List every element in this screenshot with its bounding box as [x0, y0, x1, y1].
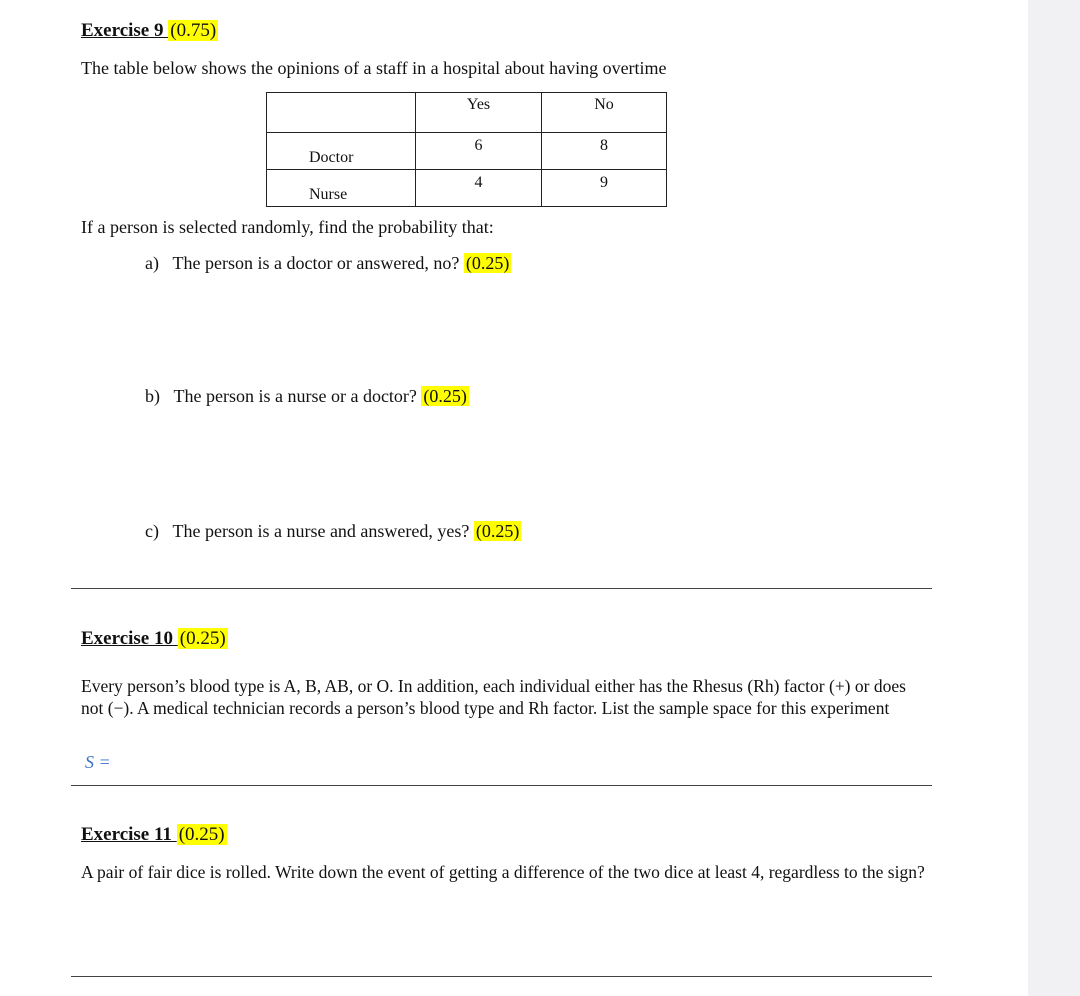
exercise-10-heading: [81, 628, 228, 650]
exercise-9-question: If a person is selected randomly, find the probability that:: [81, 217, 494, 237]
doctor-yes-value: 6: [474, 137, 483, 154]
exercise-10-points: (0.25): [179, 628, 226, 649]
divider-1: [71, 588, 932, 589]
table-row: [267, 170, 667, 207]
table-header-no: No: [542, 93, 667, 133]
exercise-9-intro: The table below shows the opinions of a staff in a hospital about having overtime: [81, 58, 667, 78]
page-margin-panel: [1028, 0, 1080, 996]
part-c-points: (0.25): [475, 521, 520, 541]
exercise-11-heading: [81, 824, 227, 846]
part-a-letter: a): [145, 253, 159, 273]
doctor-no-value: 8: [600, 137, 608, 154]
part-a-points: (0.25): [465, 253, 510, 273]
part-a-text: The person is a doctor or answered, no?: [172, 253, 460, 273]
part-c: [145, 521, 521, 542]
part-b-text: The person is a nurse or a doctor?: [173, 386, 417, 406]
part-c-text: The person is a nurse and answered, yes?: [172, 521, 470, 541]
nurse-no-value: 9: [600, 174, 608, 191]
part-b: [145, 386, 469, 407]
exercise-11-points: (0.25): [178, 824, 225, 845]
opinions-table: [266, 92, 667, 207]
table-header-row: [267, 93, 667, 133]
sample-space-label: S =: [85, 752, 111, 772]
exercise-9-title: Exercise 9: [81, 20, 164, 41]
row-label-nurse: Nurse: [309, 186, 348, 203]
part-c-letter: c): [145, 521, 159, 541]
part-b-points: (0.25): [423, 386, 467, 406]
exercise-11-text: A pair of fair dice is rolled. Write down the event of getting a difference of the two dice at least 4, regardless to the sign?: [81, 862, 925, 882]
exercise-10-title: Exercise 10: [81, 628, 173, 649]
divider-2: [71, 785, 932, 786]
part-b-letter: b): [145, 386, 160, 406]
table-row: [267, 133, 667, 170]
exercise-11-title: Exercise 11: [81, 824, 172, 845]
table-header-yes: Yes: [416, 93, 542, 133]
exercise-9-heading: [81, 20, 218, 42]
divider-3: [71, 976, 932, 977]
exercise-9-points: (0.75): [170, 20, 217, 41]
nurse-yes-value: 4: [474, 174, 483, 191]
part-a: [145, 253, 511, 274]
row-label-doctor: Doctor: [309, 149, 354, 166]
exercise-10-text: Every person’s blood type is A, B, AB, or O. In addition, each individual either has the Rhesus (Rh) factor (+) or does not (−). A medical technician records a person’s blood type and Rh factor. List the sample space for this experiment: [81, 676, 906, 718]
table-header-empty: [267, 93, 416, 133]
